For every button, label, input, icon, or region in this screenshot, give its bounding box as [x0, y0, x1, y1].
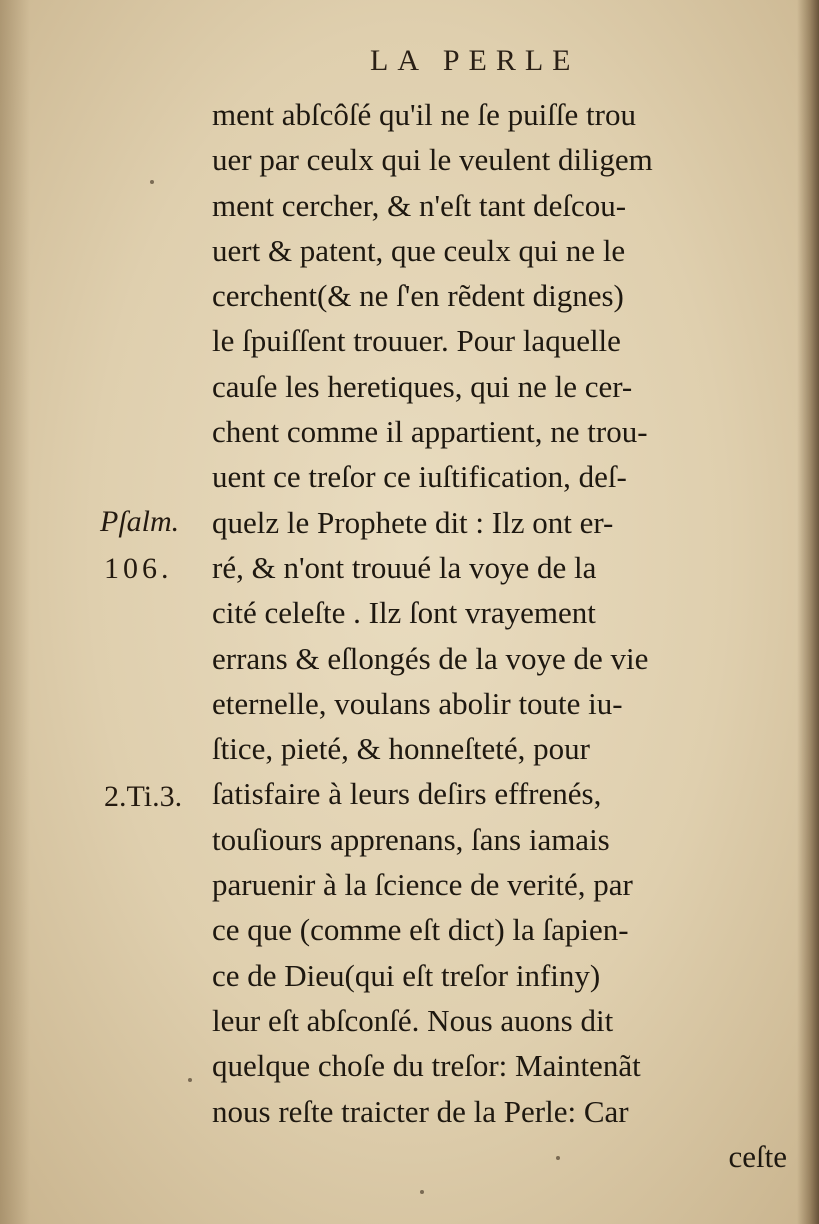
text-line: eternelle, voulans abolir toute iu-: [212, 685, 623, 721]
margin-note-timothy: 2.Ti.3.: [104, 780, 183, 813]
text-line: touſiours apprenans, ſans iamais: [212, 821, 610, 857]
text-line: le ſpuiſſent trouuer. Pour laquelle: [212, 323, 621, 359]
text-line: cité celeſte . Ilz ſont vrayement: [212, 595, 596, 631]
text-line: ce que (comme eſt dict) la ſapien-: [212, 912, 629, 948]
ink-speck: [556, 1156, 560, 1160]
ink-speck: [420, 1190, 424, 1194]
margin-note-psalm-number: 106.: [104, 552, 173, 585]
ink-speck: [188, 1078, 192, 1082]
catchword: ceſte: [728, 1138, 787, 1174]
ink-speck: [150, 180, 154, 184]
text-line: quelz le Prophete dit : Ilz ont er-: [212, 504, 614, 540]
page-gutter-shadow: [0, 0, 30, 1224]
text-line: uer par ceulx qui le veulent diligem: [212, 142, 653, 178]
text-line: ſtice, pieté, & honneſteté, pour: [212, 731, 590, 767]
text-line: errans & eſlongés de la voye de vie: [212, 640, 649, 676]
running-head: LA PERLE: [370, 44, 580, 77]
text-line: leur eſt abſconſé. Nous auons dit: [212, 1002, 614, 1038]
text-line: ré, & n'ont trouué la voye de la: [212, 549, 597, 585]
text-line: uent ce treſor ce iuſtification, deſ-: [212, 459, 627, 495]
text-line: cauſe les heretiques, qui ne le cer-: [212, 368, 633, 404]
body-text: [212, 92, 787, 1179]
text-line: nous reſte traicter de la Perle: Car: [212, 1093, 629, 1129]
page-edge-shadow: [797, 0, 819, 1224]
text-line: quelque choſe du treſor: Maintenãt: [212, 1048, 641, 1084]
margin-note-psalm: Pſalm.: [100, 505, 180, 538]
text-line: ſatisfaire à leurs deſirs effrenés,: [212, 776, 602, 812]
text-line: ment cercher, & n'eſt tant deſcou-: [212, 187, 627, 223]
text-line: ment abſcôſé qu'il ne ſe puiſſe trou: [212, 97, 636, 132]
text-line: uert & patent, que ceulx qui ne le: [212, 232, 626, 268]
text-line: ce de Dieu(qui eſt treſor infiny): [212, 957, 601, 993]
text-line: paruenir à la ſcience de verité, par: [212, 867, 633, 903]
text-line: cerchent(& ne ſ'en rẽdent dignes): [212, 278, 624, 314]
text-line: chent comme il appartient, ne trou-: [212, 414, 648, 450]
